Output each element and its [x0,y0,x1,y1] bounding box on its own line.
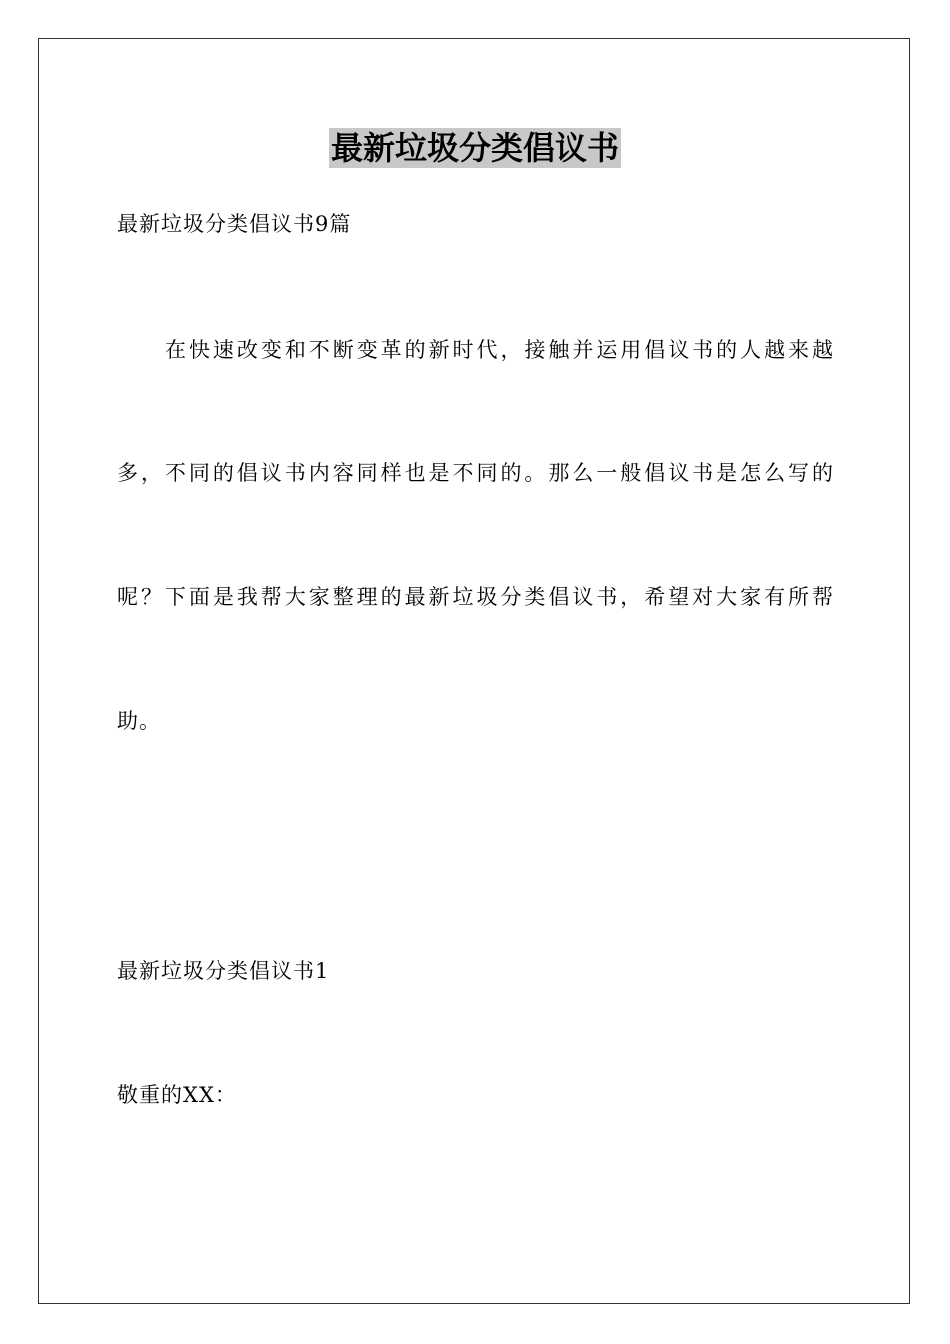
document-title: 最新垃圾分类倡议书 [330,129,619,167]
document-subtitle: 最新垃圾分类倡议书9篇 [117,212,352,236]
intro-paragraph-line: 助。 [117,709,161,733]
salutation: 敬重的XX： [117,1083,237,1107]
section-heading: 最新垃圾分类倡议书1 [117,959,330,983]
intro-paragraph-line: 多，不同的倡议书内容同样也是不同的。那么一般倡议书是怎么写的 [117,461,833,485]
intro-paragraph-line: 在快速改变和不断变革的新时代，接触并运用倡议书的人越来越 [165,338,833,362]
intro-paragraph-line: 呢？下面是我帮大家整理的最新垃圾分类倡议书，希望对大家有所帮 [117,585,833,609]
title-container [0,128,950,168]
